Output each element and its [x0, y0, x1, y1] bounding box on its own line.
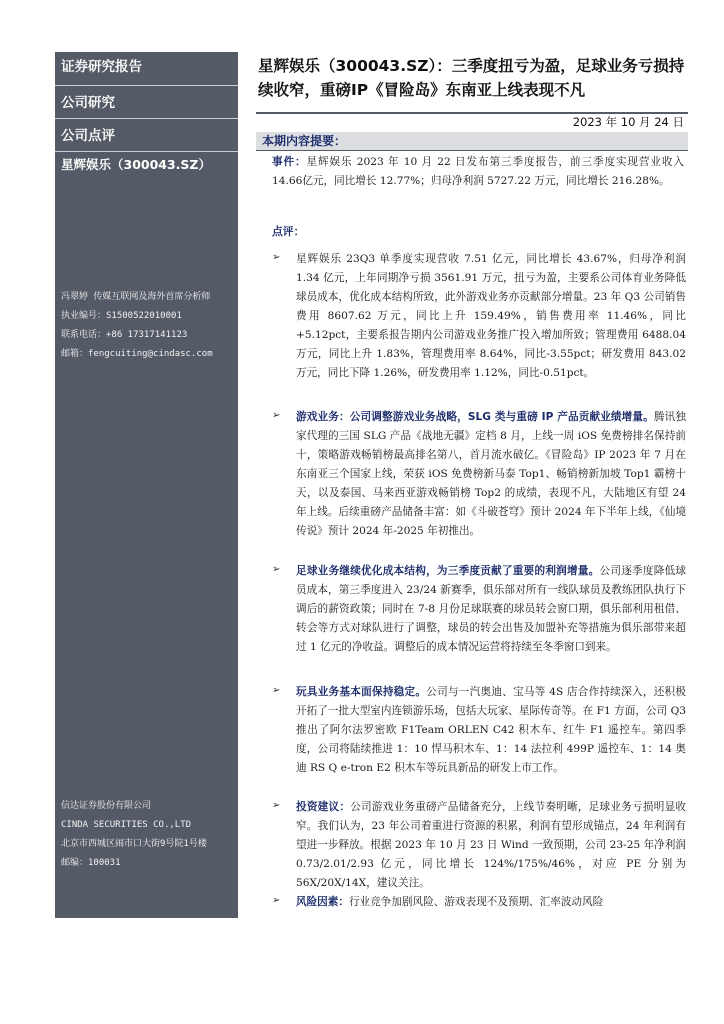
triangle-bullet-icon: ➢ — [272, 252, 281, 263]
company-name-en: CINDA SECURITIES CO.,LTD — [61, 820, 192, 830]
bullet-label: 玩具业务基本面保持稳定。 — [296, 686, 427, 698]
company-postcode: 邮编：100031 — [61, 858, 121, 868]
bullet-label: 游戏业务：公司调整游戏业务战略，SLG 类与重磅 IP 产品贡献业绩增量。 — [296, 411, 654, 423]
report-title: 星辉娱乐（300043.SZ）：三季度扭亏为盈，足球业务亏损持续收窄，重磅IP《冒险岛》东南亚上线表现不凡 — [258, 57, 685, 99]
triangle-bullet-icon: ➢ — [272, 564, 281, 575]
triangle-bullet-icon: ➢ — [272, 895, 281, 906]
event-label: 事件： — [272, 156, 307, 168]
analyst-info — [61, 288, 236, 364]
company-address: 北京市西城区闹市口大街9号院1号楼 — [61, 839, 207, 849]
bullet-label: 投资建议： — [296, 801, 351, 813]
bullet-label: 风险因素： — [296, 896, 349, 908]
event-paragraph — [272, 153, 684, 191]
company-name-cn: 信达证券股份有限公司 — [61, 801, 152, 811]
bullet-text: 公司与一汽奥迪、宝马等 4S 店合作持续深入，还积极开拓了一批大型室内连锁游乐场，包括大玩家、星际传奇等。在 F1 方面，公司 Q3 推出了阿尔法罗密欧 F1Team ORLEN C42 积木车、红牛 F1 遥控车。第四季度，公司将陆续推进 1：10 悍马积木车、1：14 法拉利 499P 遥控车、1：14 奥迪 RS Q e-tron E2 积木车等玩具新品的研发上市工作。 — [296, 686, 687, 774]
triangle-bullet-icon: ➢ — [272, 685, 281, 696]
report-date: 2023 年 10 月 24 日 — [572, 115, 684, 129]
bullet-text: 腾讯独家代理的三国 SLG 产品《战地无疆》定档 8 月，上线一周 iOS 免费榜排名保持前十，策略游戏畅销榜最高排名第八，首月流水破亿。《冒险岛》IP 2023 年 7 月在东南亚三个国家上线，荣获 iOS 免费榜新马泰 Top1、畅销榜新加坡 Top1 霸榜十天，以及泰国、马来西亚游戏畅销榜 Top2 的成绩，表现不凡，大陆地区有望 24 年上线。后续重磅产品储备丰富：如《斗破苍穹》预计 2024 年下半年上线，《仙境传说》预计 2024 年-2025 年初推出。 — [296, 411, 687, 537]
triangle-bullet-icon: ➢ — [272, 410, 281, 421]
left-sidebar — [55, 52, 238, 918]
subcategory-label: 公司点评 — [55, 119, 238, 152]
company-info — [61, 797, 236, 873]
triangle-bullet-icon: ➢ — [272, 800, 281, 811]
bullet-item — [272, 562, 686, 657]
analyst-email[interactable]: 邮箱：fengcuiting@cindasc.com — [61, 349, 213, 359]
bullet-text: 公司逐季度降低球员成本，第三季度进入 23/24 新赛季，俱乐部对所有一线队球员及教练团队执行下调后的薪资政策；同时在 7-8 月份足球联赛的球员转会窗口期，俱乐部利用租借、转会等方式对球队进行了调整，球员的转会出售及加盟补充等措施为俱乐部带来超过 1 亿元的净收益。调整后的成本情况运营将持续至冬季窗口到来。 — [296, 565, 687, 653]
summary-label: 本期内容提要： — [262, 134, 347, 148]
bullet-label: 足球业务继续优化成本结构，为三季度贡献了重要的利润增量。 — [296, 565, 600, 577]
analyst-license: 执业编号：S1500522010001 — [61, 311, 182, 321]
analyst-phone: 联系电话：+86 17317141123 — [61, 330, 188, 340]
bullet-text: 星辉娱乐 23Q3 单季度实现营收 7.51 亿元，同比增长 43.67%，归母净利润 1.34 亿元，上年同期净亏损 3561.91 万元，扭亏为盈，主要系公司体育业务降低球员成本，优化成本结构所致，此外游戏业务亦贡献部分增量。23 年 Q3 公司销售费用 8607.62 万元，同比上升 159.49%，销售费用率 11.46%，同比+5.12pct，主要系报告期内公司游戏业务推广投入增加所致；管理费用 6488.04 万元，同比上升 1.83%，管理费用率 8.64%，同比-3.55pct；研发费用 843.02 万元，同比下降 1.26%，研发费用率 1.12%，同比-0.51pct。 — [296, 253, 686, 379]
bullet-text: 行业竞争加剧风险、游戏表现不及预期、汇率波动风险 — [348, 896, 604, 908]
event-text: 星辉娱乐 2023 年 10 月 22 日发布第三季度报告，前三季度实现营业收入 14.66亿元，同比增长 12.77%；归母净利润 5727.22 万元，同比增长 216.28%。 — [272, 156, 685, 187]
summary-divider — [256, 150, 688, 151]
bullet-item — [272, 683, 686, 778]
category-label: 公司研究 — [55, 86, 238, 119]
bullet-text: 公司游戏业务重磅产品储备充分，上线节奏明晰，足球业务亏损明显收窄。我们认为，23 年公司着重进行资源的积累，利润有望形成锚点，24 年利润有望进一步释放。根据 2023 年 10 月 23 日 Wind 一致预期，公司 23-25 年净利润 0.73/2.01/2.93 亿元，同比增长 124%/175%/46%，对应 PE 分别为 56X/20X/14X，建议关注。 — [296, 801, 686, 889]
stock-label: 星辉娱乐（300043.SZ） — [61, 157, 212, 172]
bullet-item — [272, 250, 686, 383]
bullet-item — [272, 893, 686, 912]
bullet-item — [272, 408, 686, 541]
bullet-item — [272, 798, 686, 893]
comment-label: 点评： — [272, 225, 305, 238]
analyst-name: 冯翠婷 传媒互联网及海外首席分析师 — [61, 292, 211, 302]
summary-bar — [256, 132, 688, 150]
report-type-label: 证券研究报告 — [55, 52, 238, 86]
